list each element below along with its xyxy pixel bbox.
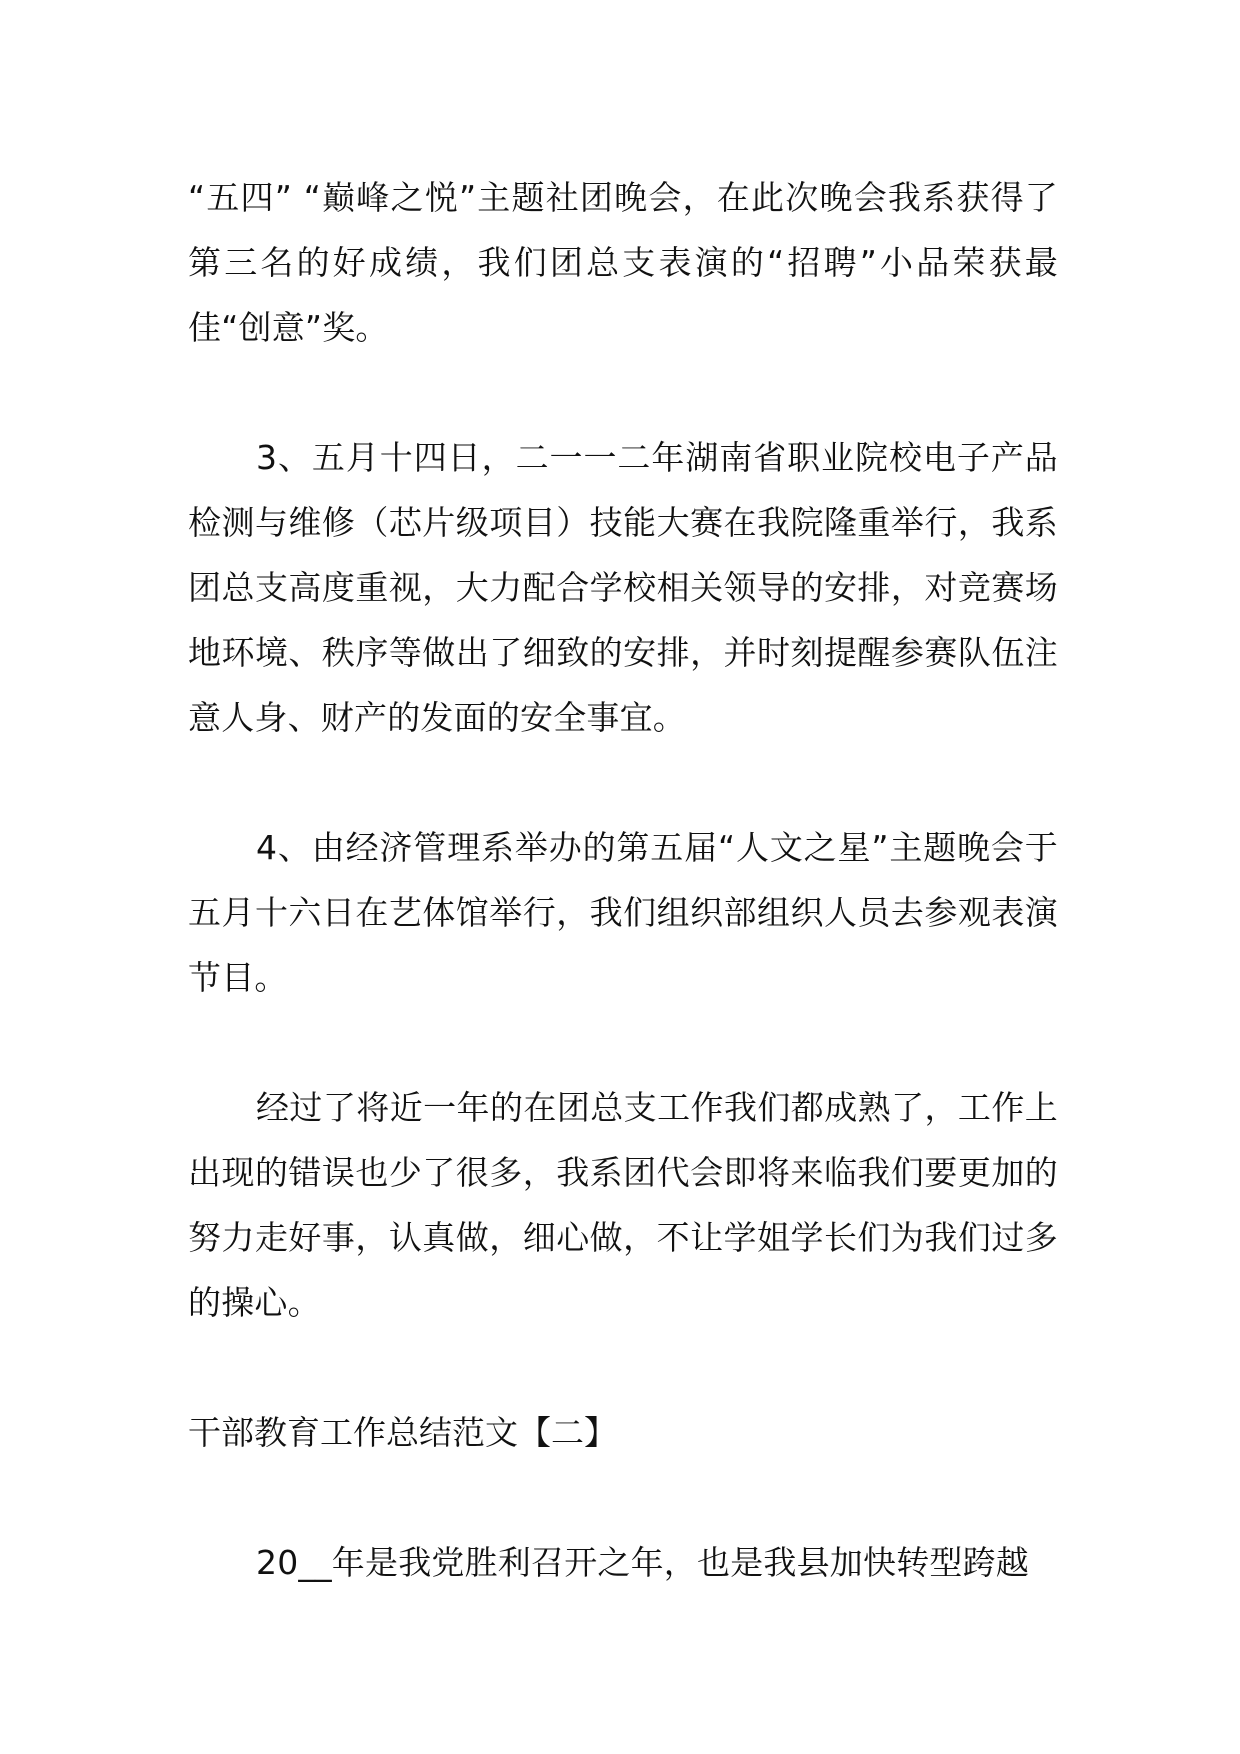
document-body bbox=[188, 165, 1058, 1595]
paragraph-item-4: 4、由经济管理系举办的第五届“人文之星”主题晚会于五月十六日在艺体馆举行，我们组织部组织人员去参观表演节目。 bbox=[188, 828, 1058, 997]
paragraph-item-3: 3、五月十四日，二一一二年湖南省职业院校电子产品检测与维修（芯片级项目）技能大赛在我院隆重举行，我系团总支高度重视，大力配合学校相关领导的安排，对竞赛场地环境、秩序等做出了细致的安排，并时刻提醒参赛队伍注意人身、财产的发面的安全事宜。 bbox=[188, 438, 1058, 737]
section-heading: 干部教育工作总结范文【二】 bbox=[188, 1413, 617, 1452]
paragraph-section-2-start: 20__年是我党胜利召开之年，也是我县加快转型跨越 bbox=[256, 1543, 1029, 1582]
paragraph-conclusion: 经过了将近一年的在团总支工作我们都成熟了，工作上出现的错误也少了很多，我系团代会即将来临我们要更加的努力走好事，认真做，细心做，不让学姐学长们为我们过多的操心。 bbox=[188, 1088, 1058, 1322]
paragraph-continued: “五四” “巅峰之悦”主题社团晚会，在此次晚会我系获得了第三名的好成绩，我们团总支表演的“招聘”小品荣获最佳“创意”奖。 bbox=[188, 178, 1058, 347]
